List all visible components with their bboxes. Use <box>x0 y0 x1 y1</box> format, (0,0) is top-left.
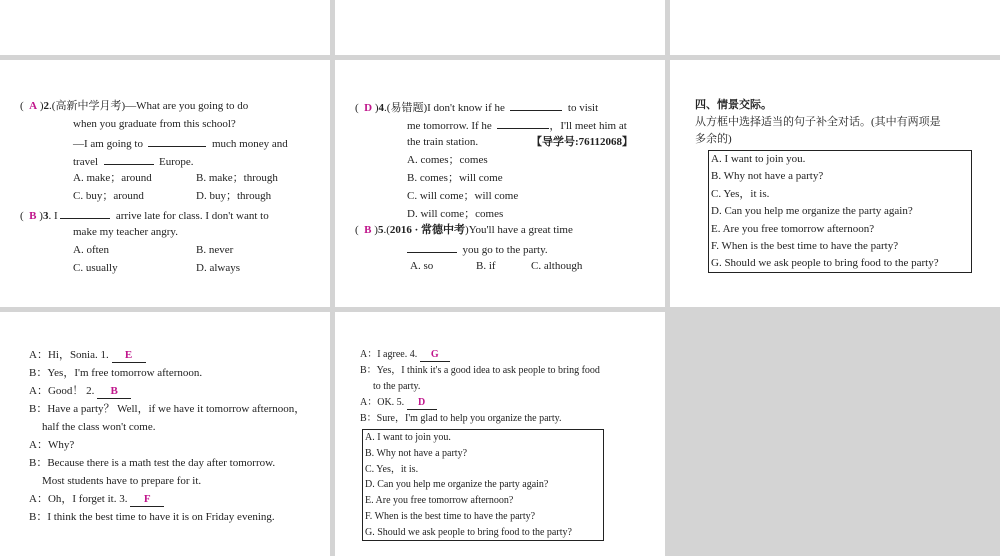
dialog2-line-5: B：Sure，I'm glad to help you organize the party. <box>360 413 562 424</box>
dialog1-line-2: B：Yes，I'm free tomorrow afternoon. <box>29 367 203 379</box>
q2-answer: A <box>29 100 38 112</box>
dialog2-line-4: A：OK. 5. D <box>360 396 437 410</box>
option-c: C. Yes，it is. <box>711 187 770 200</box>
option-d: D. Can you help me organize the party again? <box>365 479 549 491</box>
option-f: F. When is the best time to have the party? <box>711 240 899 253</box>
panel-dialog-1 <box>0 312 330 556</box>
option-g: G. Should we ask people to bring food to the party? <box>365 526 572 538</box>
q4-option-a: A. comes；comes <box>407 154 488 166</box>
dialog2-answer-4: G <box>420 348 450 362</box>
q4-line2: me tomorrow. If he ，I'll meet him at <box>407 120 627 132</box>
q5-option-a: A. so <box>410 260 434 272</box>
q2-option-b: B. make；through <box>196 172 278 184</box>
q5-option-b: B. if <box>476 260 496 272</box>
panel-dialog-2 <box>335 312 665 556</box>
section4-heading: 四、情景交际。 <box>695 99 772 111</box>
top-middle-panel <box>335 0 665 55</box>
panel-section4 <box>670 60 1000 307</box>
option-g: G. Should we ask people to bring food to the party? <box>711 257 939 270</box>
dialog1-line-6: A：Why? <box>29 439 75 451</box>
dialog2-line-1: A：I agree. 4. G <box>360 348 450 362</box>
q4-blank-1 <box>510 100 562 111</box>
panel-q4-q5 <box>335 60 665 307</box>
dialog1-line-10: B：I think the best time to have it is on Friday evening. <box>29 511 275 523</box>
dialog1-line-4: B：Have a party？ Well，if we have it tomorrow afternoon， <box>29 403 306 415</box>
q2-line4: travel Europe. <box>73 156 194 168</box>
option-a: A. I want to join you. <box>365 432 451 443</box>
option-d: D. Can you help me organize the party again? <box>711 205 913 218</box>
options-box-bottom <box>362 429 604 541</box>
option-c: C. Yes，it is. <box>365 463 419 475</box>
top-right-panel <box>670 0 1000 55</box>
q2-blank-2 <box>104 154 154 165</box>
q5-option-c: C. although <box>531 260 583 272</box>
q3-line1: ( B )3. I arrive late for class. I don't want to <box>20 210 269 222</box>
q5-blank <box>407 242 457 253</box>
q3-option-b: B. never <box>196 244 234 256</box>
q2-line1: ( A )2.(高新中学月考)—What are you going to do <box>20 100 249 112</box>
panel-q2-q3 <box>0 60 330 307</box>
section4-instruction-2: 多余的) <box>695 133 732 145</box>
q2-option-d: D. buy；through <box>196 190 272 202</box>
q5-line2: you go to the party. <box>407 242 548 257</box>
option-e: E. Are you free tomorrow afternoon? <box>365 495 514 507</box>
dialog2-line-3: to the party. <box>373 381 421 392</box>
q3-option-d: D. always <box>196 262 240 274</box>
q3-blank <box>60 208 110 219</box>
options-box-top <box>708 150 972 273</box>
dialog1-line-1: A：Hi，Sonia. 1. E <box>29 349 146 363</box>
q2-line2: when you graduate from this school? <box>73 118 236 130</box>
q5-line1: ( B )5.(2016 · 常德中考)You'll have a great time <box>355 224 573 236</box>
option-f: F. When is the best time to have the party? <box>365 510 536 522</box>
top-left-panel <box>0 0 330 55</box>
option-e: E. Are you free tomorrow afternoon? <box>711 222 875 235</box>
dialog1-answer-2: B <box>97 385 131 399</box>
q3-line2: make my teacher angry. <box>73 226 178 238</box>
option-b: B. Why not have a party? <box>711 170 824 183</box>
dialog1-answer-1: E <box>112 349 146 363</box>
q4-line1: ( D )4.(易错题)I don't know if he to visit <box>355 102 599 114</box>
q5-answer: B <box>364 224 372 236</box>
dialog1-line-5: half the class won't come. <box>42 421 156 433</box>
q3-option-a: A. often <box>73 244 110 256</box>
q2-option-c: C. buy；around <box>73 190 144 202</box>
q4-line3: the train station. <box>407 136 479 148</box>
dialog2-line-2: B：Yes，I think it's a good idea to ask people to bring food <box>360 365 600 376</box>
dialog2-answer-5: D <box>407 396 437 410</box>
option-a: A. I want to join you. <box>711 153 806 165</box>
q4-option-d: D. will come；comes <box>407 208 504 220</box>
dialog1-line-8: Most students have to prepare for it. <box>42 475 202 487</box>
q4-option-b: B. comes；will come <box>407 172 503 184</box>
q3-option-c: C. usually <box>73 262 118 274</box>
q2-blank-1 <box>148 136 206 147</box>
q4-guide-number: 【导学号:76112068】 <box>531 136 634 148</box>
dialog1-line-7: B：Because there is a math test the day after tomorrow. <box>29 457 276 469</box>
q3-answer: B <box>29 210 37 222</box>
q4-answer: D <box>364 102 373 114</box>
q4-blank-2 <box>497 118 549 129</box>
section4-instruction-1: 从方框中选择适当的句子补全对话。(其中有两项是 <box>695 116 941 128</box>
q2-line3: —I am going to much money and <box>73 138 288 150</box>
q2-option-a: A. make；around <box>73 172 152 184</box>
dialog1-answer-3: F <box>130 493 164 507</box>
q4-option-c: C. will come；will come <box>407 190 519 202</box>
dialog1-line-9: A：Oh，I forget it. 3. F <box>29 493 164 507</box>
dialog1-line-3: A：Good！ 2. B <box>29 385 131 399</box>
option-b: B. Why not have a party? <box>365 447 468 459</box>
